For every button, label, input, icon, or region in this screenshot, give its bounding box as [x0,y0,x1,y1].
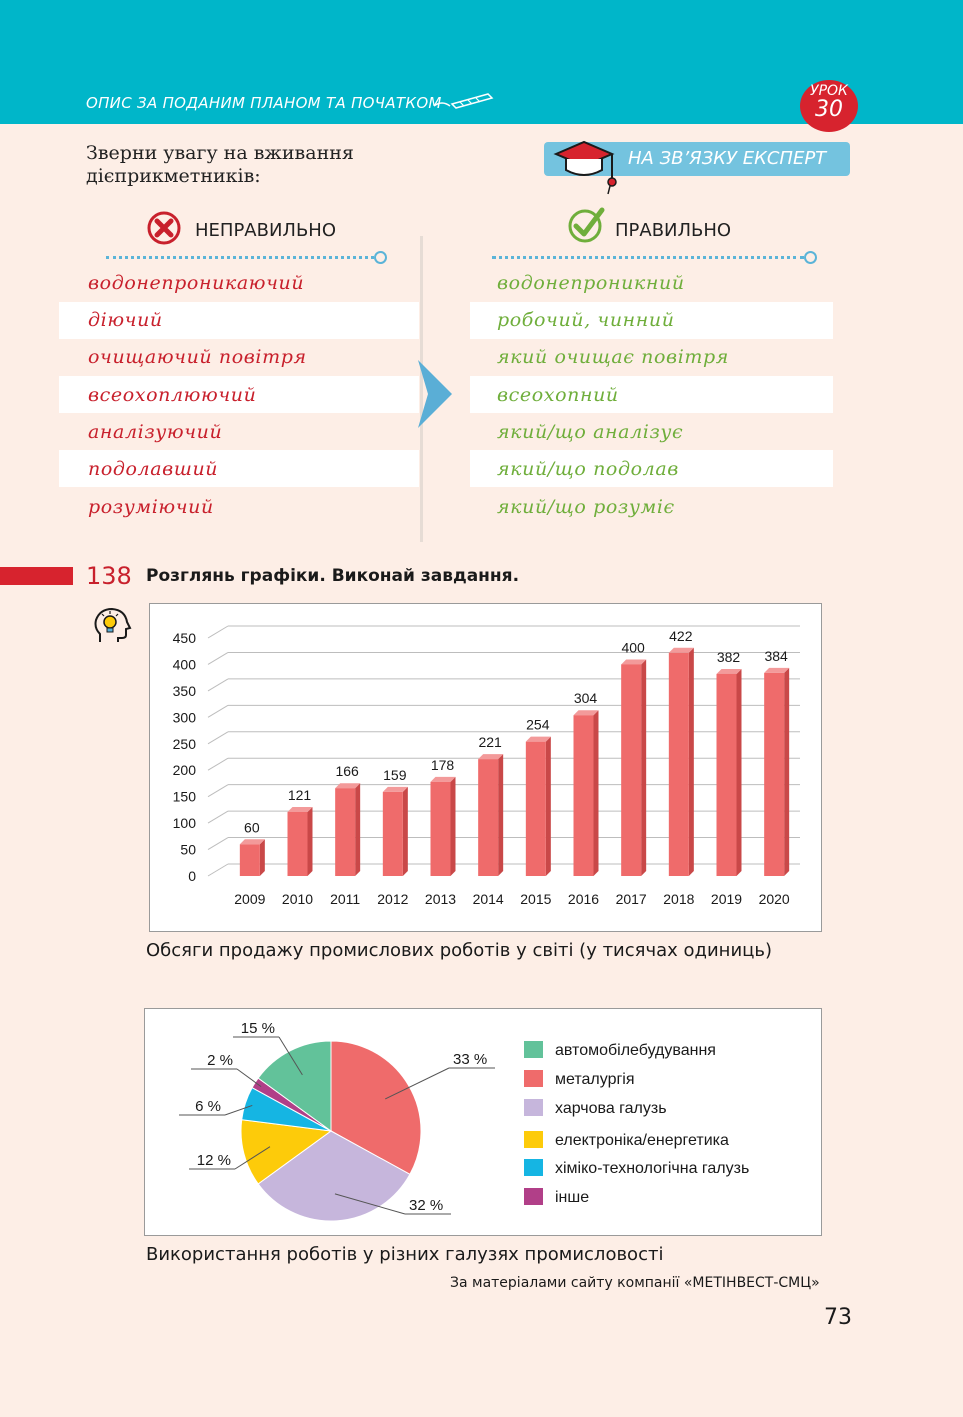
bar-side [594,710,599,876]
bar-value-label: 422 [669,627,693,644]
pie-value-label: 33 % [453,1051,488,1068]
y-tick-label: 150 [172,788,196,805]
bar-front [240,844,260,876]
pie-value-label: 12 % [196,1152,231,1169]
y-tick-label: 200 [172,762,196,779]
y-tick-label: 450 [172,630,196,646]
wrong-word: розуміючий [88,496,214,518]
bar-front [335,788,355,876]
pie-leader-line [237,1069,261,1087]
intro-line-1: Зверни увагу на вживання [86,142,354,164]
bar-side [451,777,456,876]
wrong-word: водонепроникаючий [88,272,305,294]
y-tick-label: 300 [172,709,196,726]
bar-side [403,787,408,876]
bar-front [383,792,403,876]
bar-chart-caption: Обсяги продажу промислових роботів у світі (у тисячах одиниць) [146,940,773,961]
grid-line [208,626,228,638]
bar-front [717,674,737,876]
right-word: який/що подолав [497,458,679,480]
x-tick-label: 2016 [567,891,600,907]
bar-value-label: 178 [430,756,455,773]
legend-label: хіміко-технологічна галузь [555,1160,750,1177]
bar-value-label: 384 [764,647,788,664]
bar-value-label: 60 [244,819,260,836]
bar-value-label: 254 [526,716,550,733]
x-tick-label: 2018 [663,891,695,907]
legend-swatch [524,1070,543,1087]
y-tick-label: 250 [172,735,196,752]
pie-chart-caption: Використання роботів у різних галузях промисловості [146,1244,664,1265]
source-note: За матеріалами сайту компанії «МЕТІНВЕСТ-СМЦ» [450,1275,820,1291]
expert-label: НА ЗВ’ЯЗКУ ЕКСПЕРТ [628,148,827,169]
bar-chart-frame [149,603,822,932]
right-word: який очищає повітря [497,346,729,368]
legend-swatch [524,1188,543,1205]
bar-side [689,648,694,876]
cross-icon [146,210,182,246]
pie-value-label: 32 % [409,1197,444,1214]
bar-value-label: 166 [335,763,359,780]
bar [574,710,599,876]
exercise-marker [0,567,73,585]
x-tick-label: 2020 [758,891,790,907]
x-tick-label: 2009 [234,891,266,907]
bar [764,668,789,876]
exercise-text: Розглянь графіки. Виконай завдання. [146,566,520,586]
wrong-word: аналізуючий [88,421,223,443]
right-word: який/що розуміє [497,496,675,518]
bar-front [621,664,641,876]
pie-chart-frame [144,1008,822,1236]
bar-side [546,737,551,876]
grid-line [208,864,228,876]
pencil-icon [432,88,496,114]
wrong-word: подолавший [88,458,219,480]
bar-side [308,807,313,876]
legend-swatch [524,1159,543,1176]
legend-swatch [524,1041,543,1058]
bar [335,783,360,876]
wrong-word: діючий [88,309,163,331]
divider-ring-right [804,251,817,264]
x-tick-label: 2011 [330,891,361,907]
bar-side [498,754,503,876]
bar [526,737,551,876]
legend-label: електроніка/енергетика [555,1132,729,1149]
bar [717,669,742,876]
wrong-word: всеохоплюючий [88,384,257,406]
pie-value-label: 15 % [240,1020,275,1037]
divider-dots-left [106,256,374,259]
grid-line [208,785,228,797]
x-tick-label: 2010 [281,891,314,907]
bar-chart [150,604,821,931]
bar [383,787,408,876]
exercise-number: 138 [86,562,132,590]
wrong-word: очищаючий повітря [88,346,307,368]
legend-swatch [524,1131,543,1148]
pie-value-label: 2 % [207,1052,233,1069]
divider-dots-right [492,256,804,259]
bar-value-label: 382 [716,648,741,665]
bar [431,777,456,876]
legend-label: інше [555,1189,590,1206]
bar [478,754,503,876]
bar-front [526,742,546,876]
bar [288,807,313,876]
x-tick-label: 2012 [377,891,409,907]
bar-side [355,783,360,876]
grid-line [208,652,228,664]
bar-side [260,839,265,876]
grid-line [208,838,228,850]
right-word: який/що аналізує [497,421,684,443]
legend-label: металургія [555,1071,635,1088]
x-tick-label: 2013 [424,891,457,907]
wrong-heading: НЕПРАВИЛЬНО [195,220,337,241]
bar-front [764,673,784,876]
legend-label: харчова галузь [555,1100,667,1117]
bar-side [737,669,742,876]
bar-value-label: 121 [287,787,312,804]
y-tick-label: 0 [188,868,196,884]
lesson-number: 30 [815,97,843,122]
divider-ring-left [374,251,387,264]
grid-line [208,732,228,744]
x-tick-label: 2014 [472,891,504,907]
bar-value-label: 221 [478,734,502,751]
pie-value-label: 6 % [195,1098,221,1115]
section-title: ОПИС ЗА ПОДАНИМ ПЛАНОМ ТА ПОЧАТКОМ [86,94,442,112]
x-tick-label: 2017 [615,891,647,907]
legend-label: автомобілебудування [555,1042,716,1059]
right-heading: ПРАВИЛЬНО [615,220,732,241]
bar-value-label: 159 [383,766,407,783]
page-number: 73 [824,1305,852,1330]
bar-value-label: 400 [621,639,645,656]
head-idea-icon [92,606,132,646]
pie-chart [145,1009,821,1235]
grid-line [208,705,228,717]
right-word: всеохопний [497,384,619,406]
right-word: робочий, чинний [497,309,675,331]
x-tick-label: 2015 [520,891,552,907]
legend-swatch [524,1099,543,1116]
bar-side [784,668,789,876]
right-word: водонепроникний [497,272,685,294]
intro-line-2: дієприкметників: [86,165,261,187]
bar [621,659,646,876]
grid-line [208,811,228,823]
bar-front [574,715,594,876]
y-tick-label: 50 [180,841,196,858]
x-tick-label: 2019 [710,891,743,907]
intro-text [86,142,354,188]
bar-front [288,812,308,876]
grid-line [208,679,228,691]
bar-front [669,653,689,876]
lesson-badge [800,80,858,132]
y-tick-label: 400 [172,656,196,673]
bar [240,839,265,876]
bar-front [478,759,498,876]
grid-line [208,758,228,770]
bar-side [641,659,646,876]
graduation-cap-icon [552,138,618,198]
lesson-label: УРОК [810,83,848,99]
y-tick-label: 100 [172,815,196,832]
chevron-right-icon [418,360,454,428]
bar-value-label: 304 [573,690,598,707]
bar [669,648,694,876]
bar-front [431,782,451,876]
y-tick-label: 350 [172,682,196,699]
check-icon [566,204,608,246]
